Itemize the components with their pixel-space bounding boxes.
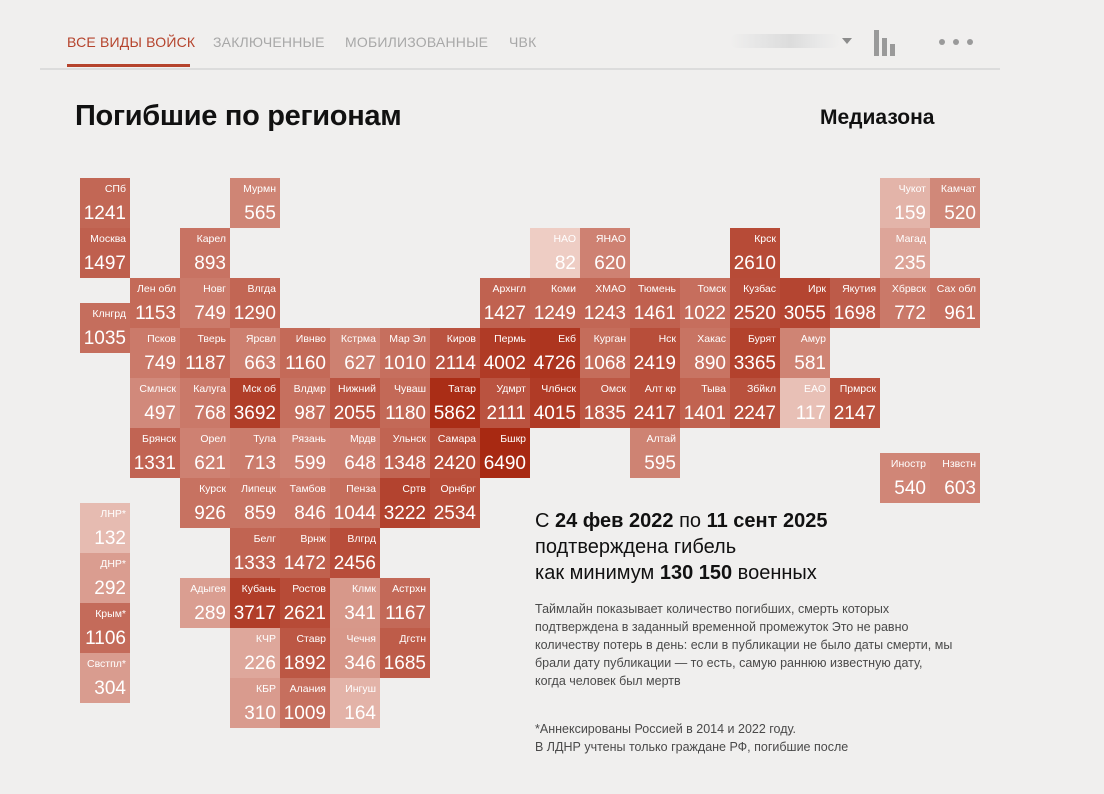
region-label: ЕАО	[804, 383, 826, 395]
region-cell[interactable]	[480, 428, 530, 478]
region-label: Тыва	[701, 383, 726, 395]
region-label: Мрдв	[349, 433, 376, 445]
footnote-line-1: *Аннексированы Россией в 2014 и 2022 году.	[535, 722, 797, 736]
region-value: 1010	[383, 353, 426, 374]
region-value: 3365	[733, 353, 776, 374]
summary-line-2: подтверждена гибель	[535, 536, 737, 558]
region-cell[interactable]	[630, 278, 680, 328]
top-navigation	[40, 0, 1000, 70]
region-value: 663	[244, 353, 276, 374]
region-cell[interactable]	[180, 428, 230, 478]
region-cell[interactable]	[130, 428, 180, 478]
region-cell[interactable]	[430, 428, 480, 478]
region-value: 226	[244, 653, 276, 674]
tab-prisoners[interactable]: ЗАКЛЮЧЕННЫЕ	[213, 34, 325, 50]
region-cell[interactable]	[380, 328, 430, 378]
region-value: 620	[594, 253, 626, 274]
region-value: 235	[894, 253, 926, 274]
region-cell[interactable]	[330, 578, 380, 628]
region-value: 1461	[633, 303, 676, 324]
region-label: Врнж	[300, 533, 326, 545]
region-cell[interactable]	[130, 328, 180, 378]
region-value: 2111	[486, 403, 526, 424]
region-label: Чуваш	[394, 383, 426, 395]
region-cell[interactable]	[230, 578, 280, 628]
region-value: 1022	[683, 303, 726, 324]
region-label: Удмрт	[496, 383, 526, 395]
region-cell[interactable]	[330, 428, 380, 478]
region-label: Ирк	[808, 283, 826, 295]
region-label: Орел	[200, 433, 226, 445]
region-label: Нск	[658, 333, 676, 345]
region-value: 595	[644, 453, 676, 474]
region-label: Мар Эл	[389, 333, 426, 345]
region-value: 497	[144, 403, 176, 424]
region-value: 1068	[583, 353, 626, 374]
region-cell[interactable]	[530, 378, 580, 428]
region-label: Алтай	[646, 433, 676, 445]
region-label: Томск	[697, 283, 726, 295]
bar-chart-icon[interactable]	[874, 30, 900, 56]
region-label: Ярсвл	[245, 333, 276, 345]
region-label: Астрхн	[392, 583, 426, 595]
region-cell[interactable]	[630, 428, 680, 478]
region-cell[interactable]	[430, 328, 480, 378]
region-value: 117	[795, 403, 826, 424]
region-label: Магад	[895, 233, 926, 245]
region-cell[interactable]	[930, 278, 980, 328]
region-value: 164	[344, 703, 376, 724]
timeline-note: Таймлайн показывает количество погибших, смерть которых подтверждена в заданный временной промежуток Это не равно количеству потерь в день: если в публикации не было даты смерти, мы брали дату публикации — то есть, самую раннюю известную дату, когда человек был мертв	[535, 602, 953, 688]
region-label: Лен обл	[137, 283, 176, 295]
date-from: 24 фев 2022	[555, 510, 674, 532]
region-value: 926	[194, 503, 226, 524]
region-value: 1835	[583, 403, 626, 424]
region-value: 768	[194, 403, 226, 424]
region-cell[interactable]	[330, 328, 380, 378]
region-cell[interactable]	[480, 378, 530, 428]
region-label: Пермь	[494, 333, 526, 345]
region-label: Влгрд	[347, 533, 376, 545]
region-cell[interactable]	[80, 503, 130, 553]
region-cell[interactable]	[330, 478, 380, 528]
region-value: 3717	[233, 603, 276, 624]
region-cell[interactable]	[830, 278, 880, 328]
region-value: 1044	[333, 503, 376, 524]
region-cell[interactable]	[180, 328, 230, 378]
region-value: 3055	[783, 303, 826, 324]
region-cell[interactable]	[280, 528, 330, 578]
region-value: 1331	[133, 453, 176, 474]
region-value: 1497	[83, 253, 126, 274]
region-label: Рязань	[291, 433, 326, 445]
region-label: Белг	[253, 533, 276, 545]
region-label: Хакас	[697, 333, 726, 345]
region-cell[interactable]	[330, 528, 380, 578]
region-value: 713	[244, 453, 276, 474]
region-value: 1187	[185, 353, 226, 374]
region-value: 304	[94, 678, 126, 699]
region-value: 132	[94, 528, 126, 549]
region-cell[interactable]	[780, 278, 830, 328]
region-label: Бшкр	[500, 433, 526, 445]
tab-mobilized[interactable]: МОБИЛИЗОВАННЫЕ	[345, 34, 489, 50]
region-cell[interactable]	[530, 278, 580, 328]
region-label: Алания	[289, 683, 326, 695]
region-value: 1685	[383, 653, 426, 674]
region-label: Влдмр	[293, 383, 326, 395]
region-cell[interactable]	[80, 303, 130, 353]
region-cell[interactable]	[330, 678, 380, 728]
region-value: 2520	[733, 303, 776, 324]
annexation-footnote	[535, 720, 955, 756]
region-cell[interactable]	[580, 228, 630, 278]
region-label: Нижний	[337, 383, 376, 395]
region-cell[interactable]	[630, 378, 680, 428]
region-label: Тюмень	[637, 283, 676, 295]
more-icon[interactable]	[936, 36, 976, 48]
region-cell[interactable]	[630, 328, 680, 378]
region-label: Псков	[147, 333, 176, 345]
region-value: 1180	[385, 403, 426, 424]
region-value: 749	[194, 303, 226, 324]
region-cell[interactable]	[230, 628, 280, 678]
region-label: Ингуш	[345, 683, 376, 695]
region-value: 2420	[433, 453, 476, 474]
region-cell[interactable]	[330, 628, 380, 678]
region-label: Пенза	[346, 483, 376, 495]
total-deaths: 130 150	[659, 562, 733, 584]
region-cell[interactable]	[730, 228, 780, 278]
region-label: Брянск	[142, 433, 176, 445]
region-label: Тверь	[197, 333, 226, 345]
region-label: Архнгл	[492, 283, 526, 295]
region-value: 846	[294, 503, 326, 524]
region-label: Крск	[754, 233, 776, 245]
region-label: Тула	[253, 433, 276, 445]
region-value: 987	[294, 403, 326, 424]
region-value: 1106	[85, 628, 126, 649]
region-cell[interactable]	[880, 278, 930, 328]
region-cell[interactable]	[930, 453, 980, 503]
region-label: Курск	[199, 483, 226, 495]
region-cell[interactable]	[130, 378, 180, 428]
region-cell[interactable]	[180, 478, 230, 528]
region-cell[interactable]	[230, 678, 280, 728]
region-label: Омск	[600, 383, 626, 395]
region-value: 1249	[533, 303, 576, 324]
region-cell[interactable]	[180, 228, 230, 278]
region-value: 1427	[483, 303, 526, 324]
region-label: Хбрвск	[891, 283, 926, 295]
region-cell[interactable]	[80, 178, 130, 228]
region-label: Новг	[203, 283, 226, 295]
region-cell[interactable]	[180, 378, 230, 428]
region-value: 346	[344, 653, 376, 674]
region-cell[interactable]	[580, 278, 630, 328]
region-label: Карел	[196, 233, 226, 245]
region-cell[interactable]	[230, 278, 280, 328]
region-cell[interactable]	[380, 378, 430, 428]
tab-pmc[interactable]: ЧВК	[509, 34, 537, 50]
region-cell[interactable]	[230, 478, 280, 528]
region-value: 893	[194, 253, 226, 274]
region-value: 1698	[833, 303, 876, 324]
active-tab-indicator	[67, 64, 190, 67]
region-value: 1167	[385, 603, 426, 624]
region-label: Алт кр	[644, 383, 676, 395]
region-value: 1243	[583, 303, 626, 324]
region-label: Свстпл*	[86, 658, 126, 670]
region-cell[interactable]	[180, 578, 230, 628]
region-value: 2534	[433, 503, 476, 524]
region-value: 292	[94, 578, 126, 599]
region-value: 2114	[435, 353, 476, 374]
region-label: Влгда	[247, 283, 276, 295]
region-cell[interactable]	[880, 178, 930, 228]
region-value: 648	[344, 453, 376, 474]
region-cell[interactable]	[280, 428, 330, 478]
region-value: 603	[944, 478, 976, 499]
region-value: 581	[794, 353, 826, 374]
region-cell[interactable]	[680, 278, 730, 328]
region-cell[interactable]	[80, 653, 130, 703]
region-cell[interactable]	[730, 328, 780, 378]
region-label: Ставр	[296, 633, 326, 645]
region-value: 520	[944, 203, 976, 224]
region-label: Клнгрд	[92, 308, 126, 320]
region-label: Самара	[437, 433, 476, 445]
region-value: 1401	[683, 403, 726, 424]
region-cell[interactable]	[930, 178, 980, 228]
region-cell[interactable]	[780, 378, 830, 428]
region-label: КБР	[255, 683, 276, 695]
summary-line-1: С 24 фев 2022 по 11 сент 2025	[535, 510, 828, 532]
region-cell[interactable]	[230, 328, 280, 378]
region-label: Екб	[558, 333, 576, 345]
region-value: 961	[944, 303, 976, 324]
region-cell[interactable]	[380, 628, 430, 678]
region-label: Нзвстн	[942, 458, 976, 470]
region-value: 540	[894, 478, 926, 499]
region-label: ЛНР*	[100, 508, 126, 520]
region-cell[interactable]	[380, 428, 430, 478]
region-value: 627	[344, 353, 376, 374]
region-value: 2610	[733, 253, 776, 274]
region-value: 3222	[383, 503, 426, 524]
region-cell[interactable]	[430, 478, 480, 528]
footnote-line-2: В ЛДНР учтены только граждане РФ, погибшие после	[535, 740, 849, 754]
region-label: ДНР*	[100, 558, 126, 570]
region-cell[interactable]	[380, 578, 430, 628]
region-cell[interactable]	[530, 328, 580, 378]
region-label: Крым*	[95, 608, 126, 620]
region-label: Иностр	[890, 458, 926, 470]
region-cell[interactable]	[280, 328, 330, 378]
region-value: 890	[694, 353, 726, 374]
region-label: Калуга	[193, 383, 226, 395]
region-label: Орнбрг	[440, 483, 476, 495]
region-cell[interactable]	[580, 328, 630, 378]
date-to: 11 сент 2025	[706, 510, 828, 532]
region-cell[interactable]	[130, 278, 180, 328]
region-cell[interactable]	[280, 578, 330, 628]
region-label: ХМАО	[595, 283, 626, 295]
region-cell[interactable]	[230, 378, 280, 428]
region-value: 1153	[135, 303, 176, 324]
region-value: 565	[244, 203, 276, 224]
region-label: Клмк	[351, 583, 376, 595]
region-cell[interactable]	[180, 278, 230, 328]
region-value: 2456	[333, 553, 376, 574]
region-cell[interactable]	[80, 553, 130, 603]
region-cell[interactable]	[330, 378, 380, 428]
region-cell[interactable]	[480, 328, 530, 378]
region-value: 1472	[283, 553, 326, 574]
region-value: 1290	[233, 303, 276, 324]
region-cell[interactable]	[380, 478, 430, 528]
region-value: 6490	[483, 453, 526, 474]
region-value: 341	[344, 603, 376, 624]
region-value: 1241	[83, 203, 126, 224]
region-label: Бурят	[747, 333, 776, 345]
region-cell[interactable]	[230, 178, 280, 228]
region-value: 749	[144, 353, 176, 374]
region-value: 4002	[483, 353, 526, 374]
region-value: 859	[244, 503, 276, 524]
region-label: Сах обл	[936, 283, 976, 295]
region-label: СПб	[104, 183, 126, 195]
region-label: Кстрма	[340, 333, 376, 345]
region-label: Чечня	[346, 633, 376, 645]
region-value: 2621	[283, 603, 326, 624]
region-label: Смлнск	[139, 383, 176, 395]
chevron-down-icon[interactable]	[842, 38, 852, 44]
region-cell[interactable]	[480, 278, 530, 328]
region-label: Мурмн	[243, 183, 276, 195]
region-cell[interactable]	[780, 328, 830, 378]
region-cell[interactable]	[280, 678, 330, 728]
region-cell[interactable]	[730, 278, 780, 328]
region-cell[interactable]	[280, 478, 330, 528]
region-label: НАО	[553, 233, 576, 245]
region-cell[interactable]	[880, 453, 930, 503]
region-value: 2055	[333, 403, 376, 424]
region-label: Курган	[593, 333, 626, 345]
region-cell[interactable]	[280, 628, 330, 678]
region-value: 1348	[383, 453, 426, 474]
region-value: 310	[244, 703, 276, 724]
region-label: Кузбас	[743, 283, 776, 295]
region-value: 1892	[283, 653, 326, 674]
brand-logo: Медиазона	[820, 106, 935, 129]
summary-line-3: как минимум 130 150 военных	[535, 562, 817, 584]
region-label: Прмрск	[839, 383, 876, 395]
region-value: 1035	[83, 328, 126, 349]
region-label: Киров	[446, 333, 476, 345]
region-label: Члбнск	[541, 383, 576, 395]
tab-all-troops[interactable]: ВСЕ ВИДЫ ВОЙСК	[67, 34, 196, 50]
region-label: Татар	[448, 383, 476, 395]
region-value: 2417	[633, 403, 676, 424]
region-cell[interactable]	[680, 378, 730, 428]
page-title: Погибшие по регионам	[75, 100, 402, 132]
region-label: Чукот	[898, 183, 926, 195]
region-label: Мск об	[242, 383, 276, 395]
region-label: Тамбов	[289, 483, 326, 495]
period-select[interactable]	[730, 34, 840, 48]
region-value: 621	[194, 453, 226, 474]
region-value: 2147	[833, 403, 876, 424]
region-cell[interactable]	[230, 528, 280, 578]
region-value: 2419	[633, 353, 676, 374]
region-value: 2247	[733, 403, 776, 424]
region-value: 5862	[433, 403, 476, 424]
region-value: 4726	[533, 353, 576, 374]
region-label: Коми	[550, 283, 576, 295]
region-cell[interactable]	[280, 378, 330, 428]
region-cell[interactable]	[580, 378, 630, 428]
region-cell[interactable]	[430, 378, 480, 428]
region-label: Липецк	[241, 483, 276, 495]
region-cell[interactable]	[730, 378, 780, 428]
region-value: 1160	[285, 353, 326, 374]
region-label: Збйкл	[746, 383, 776, 395]
region-value: 82	[554, 253, 576, 274]
region-cell[interactable]	[830, 378, 880, 428]
region-value: 1333	[233, 553, 276, 574]
region-cell[interactable]	[230, 428, 280, 478]
region-value: 3692	[233, 403, 276, 424]
region-cell[interactable]	[80, 228, 130, 278]
region-label: Кубань	[241, 583, 276, 595]
region-cell[interactable]	[80, 603, 130, 653]
region-cell[interactable]	[680, 328, 730, 378]
summary-text	[535, 508, 955, 586]
region-label: Дгстн	[399, 633, 426, 645]
region-value: 289	[194, 603, 226, 624]
region-value: 772	[894, 303, 926, 324]
region-value: 4015	[533, 403, 576, 424]
region-cell[interactable]	[880, 228, 930, 278]
region-label: Амур	[800, 333, 826, 345]
region-label: Адыгея	[190, 583, 226, 595]
region-label: Москва	[90, 233, 126, 245]
region-cell[interactable]	[530, 228, 580, 278]
region-value: 599	[294, 453, 326, 474]
region-label: Сртв	[402, 483, 426, 495]
region-value: 159	[894, 203, 926, 224]
region-label: Якутия	[842, 283, 876, 295]
region-label: Ивнво	[295, 333, 326, 345]
region-label: ЯНАО	[595, 233, 626, 245]
region-value: 1009	[283, 703, 326, 724]
region-label: Ульнск	[392, 433, 426, 445]
region-label: Ростов	[292, 583, 326, 595]
region-label: Камчат	[940, 183, 976, 195]
region-label: КЧР	[255, 633, 276, 645]
